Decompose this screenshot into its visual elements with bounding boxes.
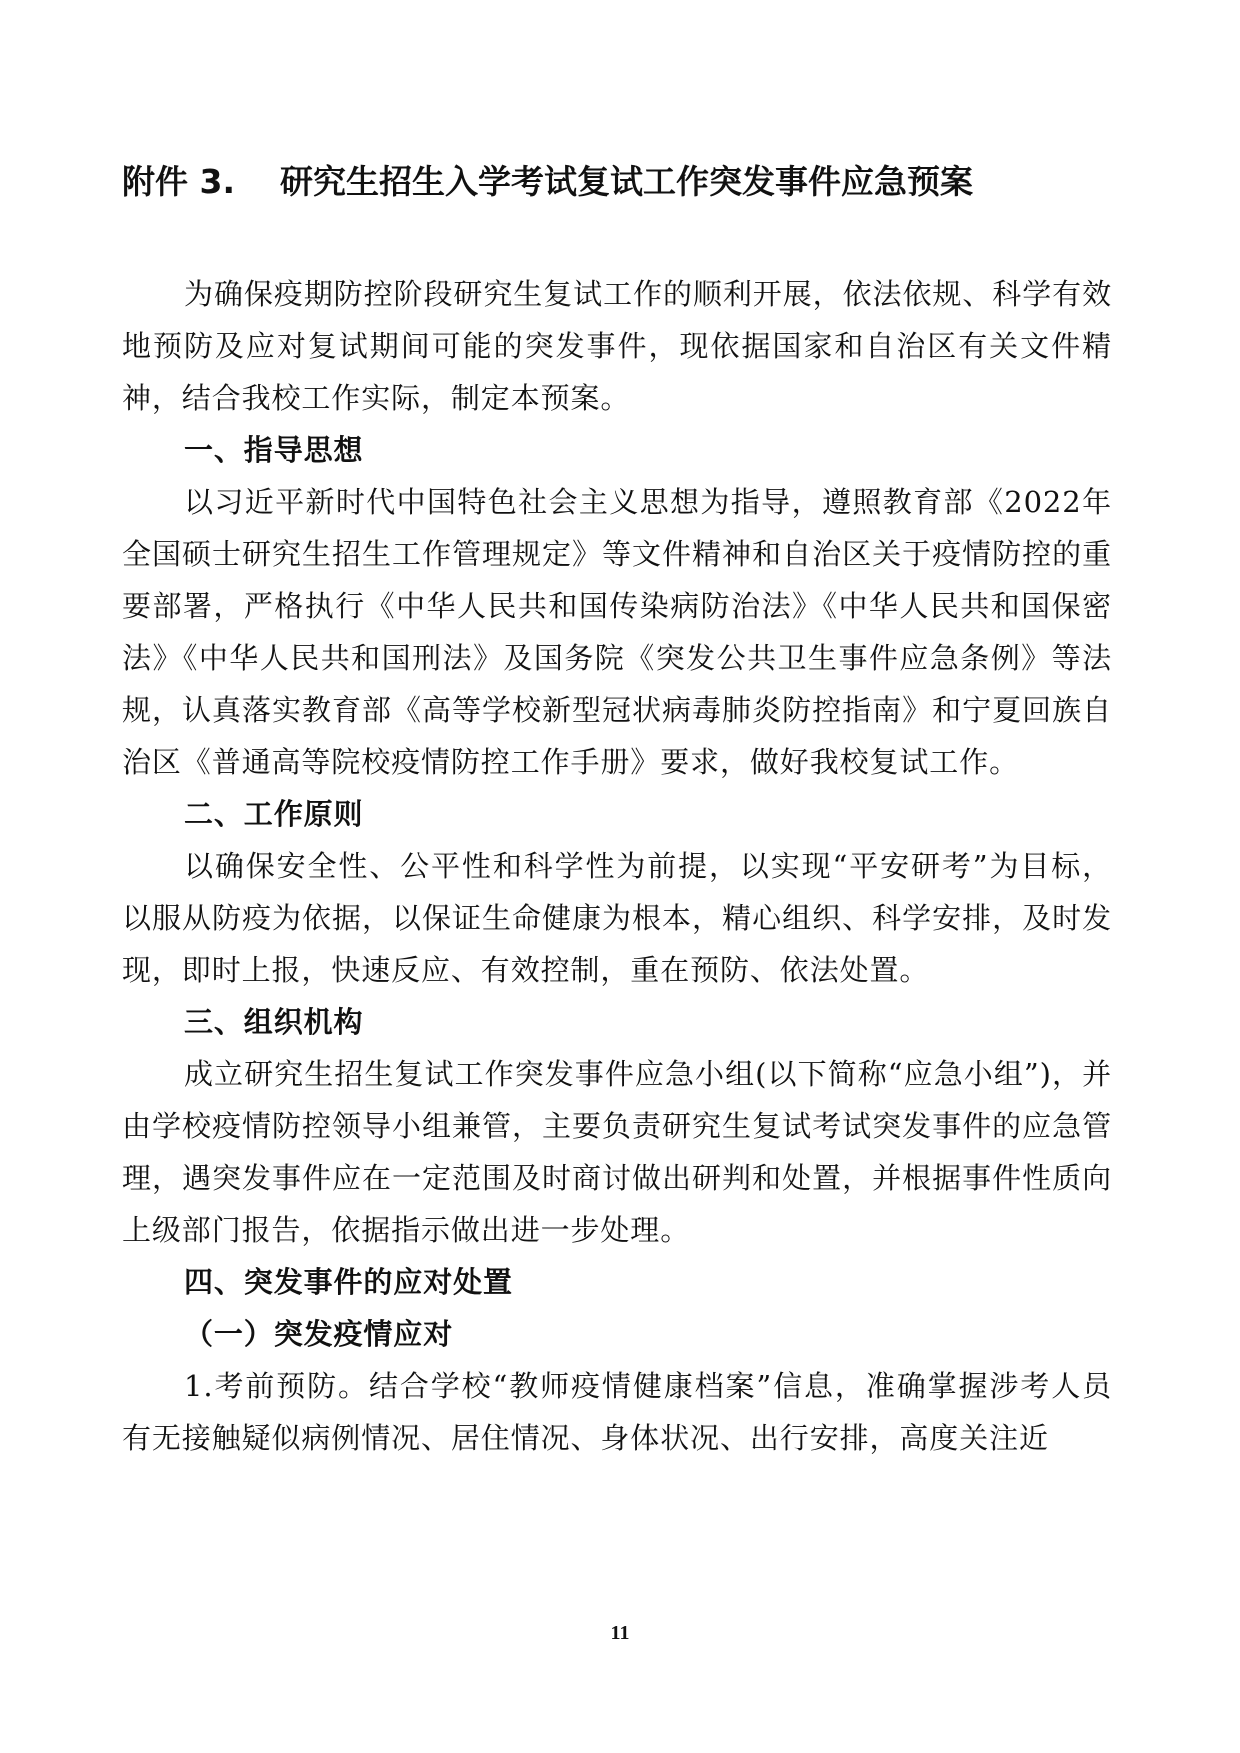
intro-paragraph: 为确保疫期防控阶段研究生复试工作的顺利开展，依法依规、科学有效地预防及应对复试期间可能的突发事件，现依据国家和自治区有关文件精神，结合我校工作实际，制定本预案。: [122, 277, 1112, 415]
title-text: 研究生招生入学考试复试工作突发事件应急预案: [280, 162, 973, 201]
section-paragraph-organization: 成立研究生招生复试工作突发事件应急小组(以下简称“应急小组”)，并由学校疫情防控领导小组兼管，主要负责研究生复试考试突发事件的应急管理，遇突发事件应在一定范围及时商讨做出研判和处置，并根据事件性质向上级部门报告，依据指示做出进一步处理。: [122, 1057, 1112, 1247]
attachment-label: 附件 3.: [122, 162, 235, 201]
section-heading-guiding-thought: 一、指导思想: [184, 433, 364, 467]
section-paragraph-work-principles: 以确保安全性、公平性和科学性为前提，以实现“平安研考”为目标，以服从防疫为依据，以保证生命健康为根本，精心组织、科学安排，及时发现，即时上报，快速反应、有效控制，重在预防、依法处置。: [122, 849, 1112, 987]
section-heading-organization: 三、组织机构: [184, 1005, 364, 1039]
section-paragraph-guiding-thought: 以习近平新时代中国特色社会主义思想为指导，遵照教育部《2022年全国硕士研究生招生工作管理规定》等文件精神和自治区关于疫情防控的重要部署，严格执行《中华人民共和国传染病防治法》《中华人民共和国保密法》《中华人民共和国刑法》及国务院《突发公共卫生事件应急条例》等法规，认真落实教育部《高等学校新型冠状病毒肺炎防控指南》和宁夏回族自治区《普通高等院校疫情防控工作手册》要求，做好我校复试工作。: [122, 485, 1112, 779]
page-number: 11: [610, 1622, 630, 1644]
item-paragraph-prevention: 1.考前预防。结合学校“教师疫情健康档案”信息，准确掌握涉考人员有无接触疑似病例情况、居住情况、身体状况、出行安排，高度关注近: [122, 1369, 1112, 1455]
section-heading-emergency-response: 四、突发事件的应对处置: [184, 1265, 513, 1299]
document-title: [122, 160, 973, 204]
document-body: [122, 268, 1112, 1464]
section-heading-work-principles: 二、工作原则: [184, 797, 364, 831]
subsection-heading-epidemic: （一）突发疫情应对: [184, 1317, 454, 1351]
